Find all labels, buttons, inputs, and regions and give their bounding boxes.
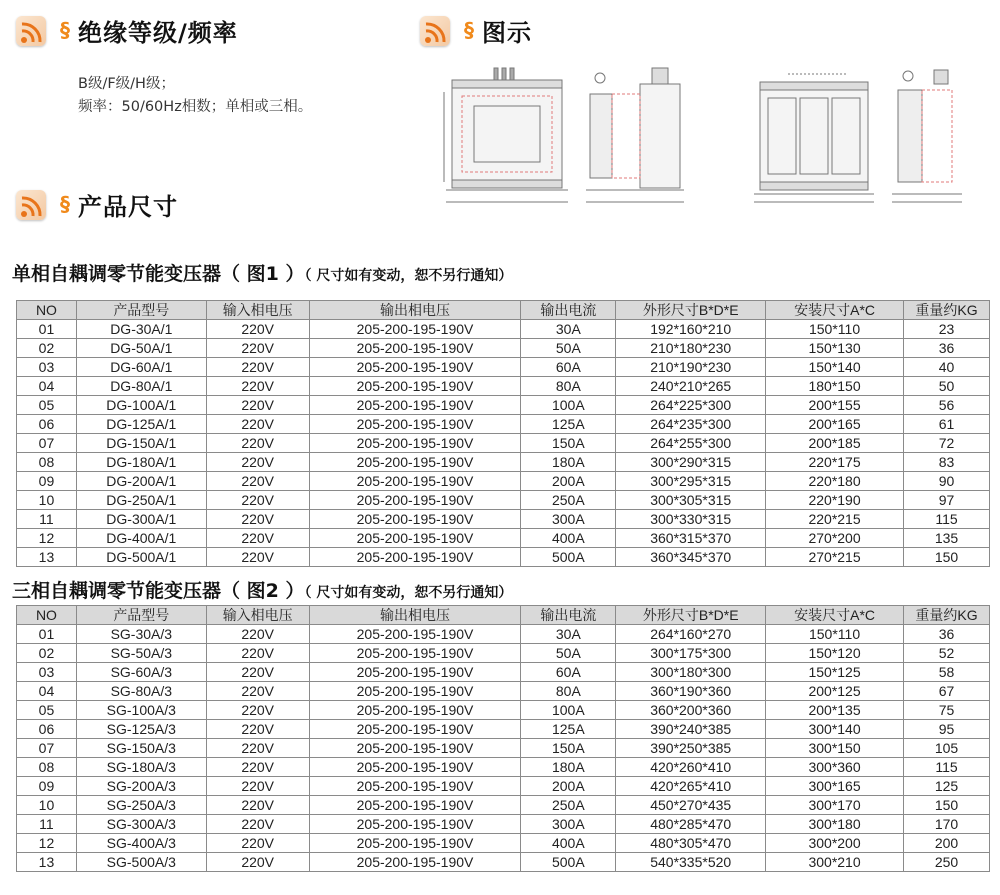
table-cell: 205-200-195-190V — [309, 625, 521, 644]
column-header: 产品型号 — [76, 301, 206, 320]
table-cell: SG-500A/3 — [76, 853, 206, 872]
table-cell: 205-200-195-190V — [309, 777, 521, 796]
table-cell: 220V — [206, 491, 309, 510]
table-cell: 220*190 — [766, 491, 904, 510]
table-cell: DG-60A/1 — [76, 358, 206, 377]
table-cell: DG-100A/1 — [76, 396, 206, 415]
table-cell: 250 — [903, 853, 989, 872]
table-cell: 220V — [206, 434, 309, 453]
table-cell: 540*335*520 — [616, 853, 766, 872]
table-cell: 52 — [903, 644, 989, 663]
table-cell: 75 — [903, 701, 989, 720]
table-cell: 220V — [206, 739, 309, 758]
table-cell: SG-250A/3 — [76, 796, 206, 815]
table-cell: DG-400A/1 — [76, 529, 206, 548]
table-cell: 205-200-195-190V — [309, 663, 521, 682]
table-row — [17, 625, 990, 644]
column-header: 重量约KG — [903, 606, 989, 625]
spec-lines — [78, 73, 312, 119]
table-cell: 125A — [521, 720, 616, 739]
table-cell: 05 — [17, 701, 77, 720]
table-cell: 13 — [17, 853, 77, 872]
table-cell: 300*210 — [766, 853, 904, 872]
table-cell: 300*150 — [766, 739, 904, 758]
table-cell: 205-200-195-190V — [309, 834, 521, 853]
table-cell: DG-200A/1 — [76, 472, 206, 491]
table-cell: 300*200 — [766, 834, 904, 853]
table-cell: 220V — [206, 758, 309, 777]
table-cell: 205-200-195-190V — [309, 415, 521, 434]
table-row — [17, 396, 990, 415]
table-cell: 150A — [521, 434, 616, 453]
table-cell: 07 — [17, 434, 77, 453]
table-cell: 300*175*300 — [616, 644, 766, 663]
table-cell: 200*185 — [766, 434, 904, 453]
table-cell: 300*290*315 — [616, 453, 766, 472]
table-cell: 30A — [521, 320, 616, 339]
rss-feed-icon — [418, 10, 458, 50]
table-cell: 300*305*315 — [616, 491, 766, 510]
table-cell: 300*165 — [766, 777, 904, 796]
table-cell: 08 — [17, 758, 77, 777]
section-mark: § — [60, 18, 70, 42]
table-cell: DG-300A/1 — [76, 510, 206, 529]
table-cell: 180*150 — [766, 377, 904, 396]
table-cell: 06 — [17, 720, 77, 739]
column-header: 输入相电压 — [206, 301, 309, 320]
table-cell: 205-200-195-190V — [309, 510, 521, 529]
table-cell: 150*130 — [766, 339, 904, 358]
table-cell: 400A — [521, 834, 616, 853]
table-cell: 60A — [521, 358, 616, 377]
table-cell: 360*315*370 — [616, 529, 766, 548]
table-header-row — [17, 606, 990, 625]
table-cell: 220V — [206, 644, 309, 663]
table-cell: 170 — [903, 815, 989, 834]
table-cell: 04 — [17, 682, 77, 701]
table-cell: 180A — [521, 758, 616, 777]
table-row — [17, 758, 990, 777]
table-cell: 06 — [17, 415, 77, 434]
table-cell: 220V — [206, 720, 309, 739]
table-cell: SG-150A/3 — [76, 739, 206, 758]
table-cell: 100A — [521, 396, 616, 415]
table-cell: 220V — [206, 529, 309, 548]
table-cell: 420*265*410 — [616, 777, 766, 796]
table-row — [17, 644, 990, 663]
table-cell: 50A — [521, 644, 616, 663]
table-cell: 205-200-195-190V — [309, 529, 521, 548]
table-cell: 220V — [206, 472, 309, 491]
table-cell: 205-200-195-190V — [309, 796, 521, 815]
table-cell: 205-200-195-190V — [309, 548, 521, 567]
column-header: 输出电流 — [521, 301, 616, 320]
table-cell: DG-30A/1 — [76, 320, 206, 339]
table-cell: 210*180*230 — [616, 339, 766, 358]
table-row — [17, 377, 990, 396]
table1-title-text: 单相自耦调零节能变压器（ 图1 ） — [12, 263, 305, 285]
table-cell: 97 — [903, 491, 989, 510]
table-cell: 205-200-195-190V — [309, 701, 521, 720]
table-cell: 50 — [903, 377, 989, 396]
column-header: 外形尺寸B*D*E — [616, 301, 766, 320]
table-cell: SG-60A/3 — [76, 663, 206, 682]
table-cell: 205-200-195-190V — [309, 491, 521, 510]
table-cell: 02 — [17, 644, 77, 663]
table-row — [17, 529, 990, 548]
table-cell: 220V — [206, 625, 309, 644]
table-cell: 205-200-195-190V — [309, 396, 521, 415]
table-row — [17, 701, 990, 720]
section-title-dimensions: 产品尺寸 — [78, 192, 178, 221]
table-cell: 205-200-195-190V — [309, 720, 521, 739]
table-cell: 12 — [17, 529, 77, 548]
table-cell: 36 — [903, 625, 989, 644]
table-cell: SG-80A/3 — [76, 682, 206, 701]
table-cell: 150*140 — [766, 358, 904, 377]
table-cell: 01 — [17, 625, 77, 644]
table-cell: 220V — [206, 453, 309, 472]
table-cell: 56 — [903, 396, 989, 415]
table-cell: SG-50A/3 — [76, 644, 206, 663]
table-cell: 300*330*315 — [616, 510, 766, 529]
table-cell: DG-125A/1 — [76, 415, 206, 434]
table-row — [17, 720, 990, 739]
table-cell: 360*190*360 — [616, 682, 766, 701]
table-cell: 205-200-195-190V — [309, 339, 521, 358]
column-header: 输出相电压 — [309, 606, 521, 625]
table-cell: SG-180A/3 — [76, 758, 206, 777]
table-row — [17, 853, 990, 872]
table-cell: 220V — [206, 396, 309, 415]
table-cell: 60A — [521, 663, 616, 682]
table-cell: 205-200-195-190V — [309, 320, 521, 339]
table-cell: 150A — [521, 739, 616, 758]
table-cell: 360*345*370 — [616, 548, 766, 567]
table-row — [17, 663, 990, 682]
table-cell: 240*210*265 — [616, 377, 766, 396]
table-cell: 10 — [17, 796, 77, 815]
table-cell: 205-200-195-190V — [309, 644, 521, 663]
table-cell: DG-80A/1 — [76, 377, 206, 396]
table-cell: 220V — [206, 548, 309, 567]
table-cell: 220*175 — [766, 453, 904, 472]
table-cell: SG-300A/3 — [76, 815, 206, 834]
table-cell: 220*180 — [766, 472, 904, 491]
column-header: 外形尺寸B*D*E — [616, 606, 766, 625]
table-cell: 67 — [903, 682, 989, 701]
table-cell: 220V — [206, 510, 309, 529]
column-header: 输入相电压 — [206, 606, 309, 625]
table-cell: 125 — [903, 777, 989, 796]
spec-line-frequency: 频率：50/60Hz相数；单相或三相。 — [78, 99, 313, 115]
table-cell: 300*140 — [766, 720, 904, 739]
table-cell: 200 — [903, 834, 989, 853]
table-cell: 135 — [903, 529, 989, 548]
table-cell: 220V — [206, 415, 309, 434]
table-row — [17, 320, 990, 339]
table-cell: 100A — [521, 701, 616, 720]
figure-three-phase-drawing — [748, 62, 988, 212]
table-row — [17, 434, 990, 453]
spec-line-grade: B级/F级/H级； — [78, 76, 175, 92]
table-cell: 205-200-195-190V — [309, 758, 521, 777]
table-cell: 220V — [206, 701, 309, 720]
table-cell: 23 — [903, 320, 989, 339]
table-cell: 220V — [206, 834, 309, 853]
table-cell: 264*255*300 — [616, 434, 766, 453]
table-cell: 220V — [206, 320, 309, 339]
table-cell: 250A — [521, 796, 616, 815]
table-cell: 09 — [17, 472, 77, 491]
column-header: NO — [17, 301, 77, 320]
table-cell: 220V — [206, 682, 309, 701]
table-cell: 300*295*315 — [616, 472, 766, 491]
table-three-phase — [16, 605, 990, 872]
table-header-row — [17, 301, 990, 320]
table-cell: 200A — [521, 472, 616, 491]
table-cell: 08 — [17, 453, 77, 472]
table2-title — [12, 576, 512, 603]
column-header: NO — [17, 606, 77, 625]
table-cell: SG-125A/3 — [76, 720, 206, 739]
table-cell: 500A — [521, 853, 616, 872]
table-cell: 220V — [206, 663, 309, 682]
table-cell: 05 — [17, 396, 77, 415]
figure-single-phase-drawing — [440, 62, 720, 212]
table-cell: 205-200-195-190V — [309, 434, 521, 453]
table-cell: 30A — [521, 625, 616, 644]
table-cell: 80A — [521, 377, 616, 396]
table2-title-text: 三相自耦调零节能变压器（ 图2 ） — [12, 580, 305, 602]
table-cell: 270*215 — [766, 548, 904, 567]
table-row — [17, 796, 990, 815]
table-cell: 10 — [17, 491, 77, 510]
table-cell: 205-200-195-190V — [309, 739, 521, 758]
table-cell: 300A — [521, 815, 616, 834]
table-cell: 07 — [17, 739, 77, 758]
table-cell: 205-200-195-190V — [309, 815, 521, 834]
table-cell: 180A — [521, 453, 616, 472]
table-cell: 390*240*385 — [616, 720, 766, 739]
column-header: 输出电流 — [521, 606, 616, 625]
table-cell: 205-200-195-190V — [309, 377, 521, 396]
table-cell: 192*160*210 — [616, 320, 766, 339]
column-header: 输出相电压 — [309, 301, 521, 320]
table-cell: 11 — [17, 510, 77, 529]
table-cell: 01 — [17, 320, 77, 339]
table1-note: （ 尺寸如有变动，恕不另行通知） — [304, 268, 513, 284]
table-cell: 150*125 — [766, 663, 904, 682]
table-cell: 200*165 — [766, 415, 904, 434]
table-row — [17, 682, 990, 701]
section-header-figure — [418, 10, 532, 50]
table-row — [17, 415, 990, 434]
table-cell: DG-150A/1 — [76, 434, 206, 453]
table-cell: 36 — [903, 339, 989, 358]
table-cell: 40 — [903, 358, 989, 377]
table-cell: 210*190*230 — [616, 358, 766, 377]
table-cell: 03 — [17, 663, 77, 682]
table-cell: 264*235*300 — [616, 415, 766, 434]
table-cell: 200*155 — [766, 396, 904, 415]
table-cell: 80A — [521, 682, 616, 701]
table-row — [17, 834, 990, 853]
table-cell: SG-400A/3 — [76, 834, 206, 853]
table-cell: 03 — [17, 358, 77, 377]
table-cell: 50A — [521, 339, 616, 358]
table1-title — [12, 259, 512, 286]
table-cell: 220V — [206, 815, 309, 834]
table-cell: 115 — [903, 510, 989, 529]
table-row — [17, 548, 990, 567]
table-cell: 270*200 — [766, 529, 904, 548]
column-header: 安装尺寸A*C — [766, 606, 904, 625]
table-cell: 480*305*470 — [616, 834, 766, 853]
table-cell: 150 — [903, 548, 989, 567]
table-cell: 220*215 — [766, 510, 904, 529]
table-cell: 04 — [17, 377, 77, 396]
table-row — [17, 472, 990, 491]
table-cell: 150 — [903, 796, 989, 815]
column-header: 安装尺寸A*C — [766, 301, 904, 320]
table-row — [17, 339, 990, 358]
table-cell: 264*160*270 — [616, 625, 766, 644]
table-cell: 300*180*300 — [616, 663, 766, 682]
table-cell: SG-100A/3 — [76, 701, 206, 720]
table-cell: 205-200-195-190V — [309, 453, 521, 472]
table-row — [17, 510, 990, 529]
table-cell: 12 — [17, 834, 77, 853]
section-mark: § — [60, 192, 70, 216]
table-cell: 02 — [17, 339, 77, 358]
table2-note: （ 尺寸如有变动，恕不另行通知） — [304, 585, 513, 601]
table-cell: 95 — [903, 720, 989, 739]
table-cell: 83 — [903, 453, 989, 472]
section-header-grade — [14, 10, 238, 50]
table-cell: SG-200A/3 — [76, 777, 206, 796]
table-cell: 250A — [521, 491, 616, 510]
table-cell: 205-200-195-190V — [309, 472, 521, 491]
table-cell: 150*110 — [766, 320, 904, 339]
table-cell: 300*170 — [766, 796, 904, 815]
table-cell: 220V — [206, 358, 309, 377]
table-cell: 115 — [903, 758, 989, 777]
table-cell: 500A — [521, 548, 616, 567]
table-row — [17, 815, 990, 834]
section-title-grade: 绝缘等级/频率 — [78, 18, 238, 47]
table-cell: 360*200*360 — [616, 701, 766, 720]
section-mark: § — [464, 18, 474, 42]
table-cell: 300A — [521, 510, 616, 529]
table-cell: 72 — [903, 434, 989, 453]
table-cell: SG-30A/3 — [76, 625, 206, 644]
table-cell: 220V — [206, 853, 309, 872]
table-cell: 420*260*410 — [616, 758, 766, 777]
table-single-phase — [16, 300, 990, 567]
table-cell: 480*285*470 — [616, 815, 766, 834]
table-cell: 150*120 — [766, 644, 904, 663]
table-cell: 300*360 — [766, 758, 904, 777]
table-cell: 205-200-195-190V — [309, 682, 521, 701]
table-cell: 205-200-195-190V — [309, 358, 521, 377]
table-cell: 390*250*385 — [616, 739, 766, 758]
table-cell: 125A — [521, 415, 616, 434]
table-cell: DG-500A/1 — [76, 548, 206, 567]
table-row — [17, 739, 990, 758]
table-cell: 200A — [521, 777, 616, 796]
rss-feed-icon — [14, 184, 54, 224]
table-cell: DG-180A/1 — [76, 453, 206, 472]
table-cell: DG-250A/1 — [76, 491, 206, 510]
section-title-figure: 图示 — [482, 18, 532, 47]
table-cell: 205-200-195-190V — [309, 853, 521, 872]
table-cell: 61 — [903, 415, 989, 434]
table-row — [17, 777, 990, 796]
table-cell: 300*180 — [766, 815, 904, 834]
table-cell: 09 — [17, 777, 77, 796]
table-row — [17, 358, 990, 377]
column-header: 产品型号 — [76, 606, 206, 625]
table-cell: 13 — [17, 548, 77, 567]
table-cell: 400A — [521, 529, 616, 548]
table-cell: 220V — [206, 377, 309, 396]
section-header-dimensions — [14, 184, 178, 224]
table-cell: 200*135 — [766, 701, 904, 720]
table-cell: 220V — [206, 339, 309, 358]
table-cell: 150*110 — [766, 625, 904, 644]
table-cell: 264*225*300 — [616, 396, 766, 415]
table-cell: 220V — [206, 777, 309, 796]
table-cell: 450*270*435 — [616, 796, 766, 815]
table-cell: 11 — [17, 815, 77, 834]
table-row — [17, 491, 990, 510]
table-row — [17, 453, 990, 472]
table-cell: 90 — [903, 472, 989, 491]
rss-feed-icon — [14, 10, 54, 50]
column-header: 重量约KG — [903, 301, 989, 320]
table-cell: 200*125 — [766, 682, 904, 701]
table-cell: DG-50A/1 — [76, 339, 206, 358]
table-cell: 58 — [903, 663, 989, 682]
table-cell: 220V — [206, 796, 309, 815]
table-cell: 105 — [903, 739, 989, 758]
